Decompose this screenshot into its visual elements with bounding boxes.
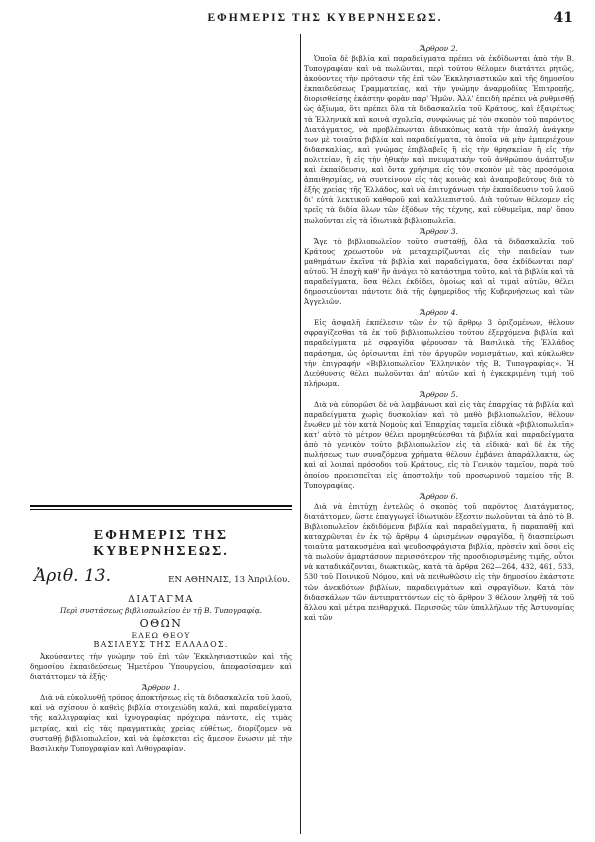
date-line: ΕΝ ΑΘΗΝΑΙΣ, 13 Ἀπριλίου. <box>168 575 290 585</box>
article-heading: Ἄρθρον 6. <box>420 491 458 501</box>
article-text: Ὁποῖα δὲ βιβλία καὶ παραδείγματα πρέπει νὰ ἐκδίδωνται ἀπὸ τὴν Β. Τυπογραφίαν καὶ νὰ πωλῶνται, περὶ τούτου θέλομεν διατάττει ρητῶς, ἀκούοντες τὴν πρότασιν τῆς ἐπὶ τῶν Ἐκκλησιαστικῶν καὶ τῆς δημοσίου ἐκπαιδεύσεως Γραμματείας, καὶ τὴν γνώμην ἀναρμοδίας Ἐπιτροπῆς, διορισθείσης ἑκάστην φορὰν παρ' Ἡμῶν. Ἀλλ' ἐπειδὴ πρέπει νὰ ρυθμισθῇ ὡς ἀξίωμα, ὅτι πρέπει ὅλα τὰ διδασκαλεῖα τοῦ Κράτους, καὶ ἐξαιρέτως τὰ Ἑλληνικὰ καὶ κοινὰ σχολεῖα, συνφώνως μὲ τὸν σκοπὸν τοῦ παρόντος Διατάγματος, νὰ προβλέπωνται ἀδιακόπως κατὰ τὴν ἀπαλὴ ἀνάγκην των μὲ τοιαῦτα βιβλία καὶ παραδείγματα, τὰ ὁποῖα νὰ μὴν ἐμπεριέχουν διδασκαλίας, καὶ γνώμας ἐπιβλαβεῖς ἢ εἰς τὴν θρησκείαν ἢ εἰς τὴν πολιτείαν, ἢ εἰς τὴν ἠθικὴν καὶ πνευματικὴν τοῦ ἀνθρώπου ἀνάπτυξιν καὶ ἐκπαίδευσιν, καὶ ὄντα χρήσιμα εἰς τὸν σκοπὸν μὲ τὰς προσόμοια ἀπαιθησμίας, νὰ συντείνουν εἰς τὰς κοινὰς καὶ ἀναπροβεύτους διὰ τὸ ἑξῆς χρείας τῆς Ἑλλάδος, καὶ νὰ ἐπιτυχάνωσι τὴν ἐκπαίδευσιν τοῦ λαοῦ δι' εὐτὰ λεκτικοῦ καθαροῦ καὶ καλλιεπιστοῦ. Διὰ τούτων θέλεομεν εἰς τρεῖς τὰ διδία ὅλων τῶν ἐξόδων τῆς τέχνης, καὶ εὐθυμεῖμα, παρ' ὅπου πωλοῦνται εἰς τὰ ἰδιωτικὰ βιβλιοπωλεῖα. <box>304 54 574 225</box>
basileus-line: ΒΑΣΙΛΕΥΣ ΤΗΣ ΕΛΛΑΔΟΣ. <box>93 640 229 649</box>
issue-number: Ἀριθ. 13. <box>34 566 112 586</box>
decree-title: ΔΙΑΤΑΓΜΑ <box>128 594 194 605</box>
running-head <box>0 12 595 32</box>
running-head-title: ΕΦΗΜΕΡΙΣ ΤΗΣ ΚΥΒΕΡΝΗΣΕΩΣ. <box>207 12 443 24</box>
king-name: ΟΘΩΝ <box>139 617 183 630</box>
decree-preamble: Ἀκούσαντες τὴν γνώμην τοῦ ἐπὶ τῶν Ἐκκλησιαστικῶν καὶ τῆς δημοσίου ἐκπαιδεύσεως Ἡμετέρου Ὑπουργείου, ἀπεφασίσαμεν καὶ διατάττομεν τὰ ἑξῆς· <box>30 652 292 682</box>
article-heading: Ἄρθρον 1. <box>142 683 180 693</box>
dateline <box>30 568 292 590</box>
by-grace-line: ΕΛΕΩ ΘΕΟΥ <box>131 631 191 640</box>
article-text: Διὰ νὰ εὐπορῶσι δὲ νὰ λαμβάνωσι καὶ εἰς τὰς ἐπαρχίας τὰ βιβλία καὶ παραδείγματα χωρὶς δυσκολίαν καὶ τὸ μαθὸ βιβλιοπωλεῖον, θέλουν ἔνωθεν μὲ τὸν κατὰ Νομοὺς καὶ Ἐπαρχίας ταμεῖα εἰδικὰ «βιβλιοπωλεῖα» κατ' αὐτὸ τὸ μέτρον θέλει προμηθεύεσθαι τὰ βιβλία καὶ παραδείγματα ἀπὸ τὸ γενικὸν τοῦτο βιβλιοπωλεῖον εἰς τὰ εἰδικὰ· καὶ δὲ ἐκ τῆς πωλήσεως των συναζόμενα χρήματα θέλουν ἐμβάνει ἀπαράλλακτα, ὡς καὶ αἱ λοιπαὶ πρόσοδοι τοῦ Κράτους, εἰς τὸ Γενικὸν ταμεῖον, παρὰ τοῦ ὁποίου προεισπεῖται εἰς ἀποστολὴν τοῦ προσωρινοῦ ταμείου τῆς Β. Τυπογραφίας. <box>304 399 574 490</box>
right-column <box>304 44 574 834</box>
column-divider <box>300 34 301 834</box>
decree-subtitle: Περὶ συστάσεως βιβλιοπωλείου ἐν τῇ Β. Τυπογραφίᾳ. <box>59 606 263 615</box>
article-text: Διὰ νὰ εὐκολυνθῇ τρόπος ἀποκτήσεως εἰς τὰ διδασκαλεῖα τοῦ λαοῦ, καὶ νὰ σχίσουν ὁ καθεὶς βιβλία στοιχειώδη καλά, καὶ παραδείγματα τῆς καλλιγραφίας καὶ ἰχνογραφίας πρόχειρα πάντοτε, εἰς τιμὰς μετρίας, καὶ εἰς τὰς πραγματικὰς χρείας εὐθέτως, διορίζομεν νὰ συσταθῇ βιβλιοπωλεῖον, καὶ νὰ ἐφέσκεται εἰς ἄμεσον ἕνωσιν μὲ τὴν Βασιλικὴν Τυπογραφίαν καὶ Λιθογραφίαν. <box>30 693 292 753</box>
masthead-title: ΕΦΗΜΕΡΙΣ ΤΗΣ ΚΥΒΕΡΝΗΣΕΩΣ. <box>93 528 229 559</box>
article-heading: Ἄρθρον 5. <box>420 389 458 399</box>
page-number: 41 <box>553 10 573 26</box>
article-text: Ἄγε τὸ βιβλιοπωλεῖον τοῦτο συσταθῇ, ὅλα τὰ διδασκαλεῖα τοῦ Κράτους χρεωστοῦν νὰ μεταχειρίζωνται εἰς τὴν παιδείαν των μαθημάτων ἐκεῖνα τὰ βιβλία καὶ παραδείγματα, ὅσα ἐκδίδωνται παρ' αὐτοῦ. Ἡ ἐποχὴ καθ' ἣν ἀνάγει τὸ κατάστημα τοῦτο, καὶ τὰ βιβλία καὶ τὰ παραδείγματα, ὅσα θέλει ἐκδίδει, ὁμοίως καὶ αἱ τιμαὶ αὐτῶν, θέλει δημοσιεύονται πάντοτε διὰ τῆς ἐφημερίδος τῆς Κυβερνήσεως καὶ τῶν Ἀγγελιῶν. <box>304 236 574 307</box>
article-text: Εἰς ἀσφαλῆ ἐκπέλεσιν τῶν ἐν τῷ ἄρθρῳ 3 ὁριζομένων, θέλουν σφραγίζεσθαι τὰ ἐκ τοῦ βιβλιοπωλείου τούτου ἐξερχόμενα βιβλία καὶ παραδείγματα μὲ σφραγῖδα φέρουσαν τὰ Βασιλικὰ τῆς Ἑλλάδος παράσημα, ὡς ὁρίσωνται ἐπὶ τὸν ἀργυρῶν νομισμάτων, καὶ κύκλωθεν τὴν ἐπιγραφήν «Βιβλιοπωλεῖον Ἑλληνικὸν τῆς Β. Τυπογραφίας». Ἡ Διεύθυνσις θέλει πωλοῦνται ἀπ' αὐτῶν καὶ ἡ ἐγκεκριμένη τιμὴ τοῦ πλήρωμα. <box>304 318 574 388</box>
left-column <box>30 505 292 835</box>
article-heading: Ἄρθρον 3. <box>420 226 458 236</box>
article-text: Διὰ νὰ ἐπιτύχῃ ἐντελῶς ὁ σκοπὸς τοῦ παρόντος Διατάγματος, διατάττομεν, ὥστε ἐπαγγωγεῖ ἰδιωτικὸν ἔξεστιν πωλοῦνται τὰ ἀπὸ τὸ Β. Βιβλιοπωλεῖον ἐκδιδόμενα βιβλία καὶ παραδείγματα, ἢ παραπαθῇ καὶ καταχρῶνται ἐν ἐκ τῷ ἄρθρῳ 4 ὡρισμένων σφραγῖδα, ἢ διασπείρωσι τοιαῦτα ματακυσμένα καὶ ψευδοσφράγιστα βιβλία, πρὸσεὶν καὶ ὅσοι εἰς τὰ πωλοῦν ἁμαρτάσουν περισσότερον τῆς προσδιορισμένης τιμῆς, οὗτοι νὰ καταδικάζονται, διωκτικῶς, κατὰ τὰ ἄρθρα 262—264, 432, 461, 533, 530 τοῦ Ποινικοῦ Νόμου, καὶ νὰ πειθωθῶσιν εἰς τὴν δημοσίου ἑκάστοτε τῶν ἀνεκδότων βιβλίων, παραδειγμάτων καὶ σφραγῖδων. Κατὰ τὸν διδασκάλων τῶν ἀντιπραττόντων εἰς τὸ ἄρθρον 3 θέλουν ληφθῇ τὰ τοῦ ἄλλου καὶ μέτρα πειθαρχικά. Περισσῶς τῶν ὑπαλλήλων τῆς Ἀστυνομίας καὶ τῶν <box>304 501 574 622</box>
article-heading: Ἄρθρον 2. <box>420 44 458 53</box>
masthead-rule-thin <box>30 509 292 510</box>
article-heading: Ἄρθρον 4. <box>420 308 458 318</box>
masthead-rule-top <box>30 505 292 507</box>
